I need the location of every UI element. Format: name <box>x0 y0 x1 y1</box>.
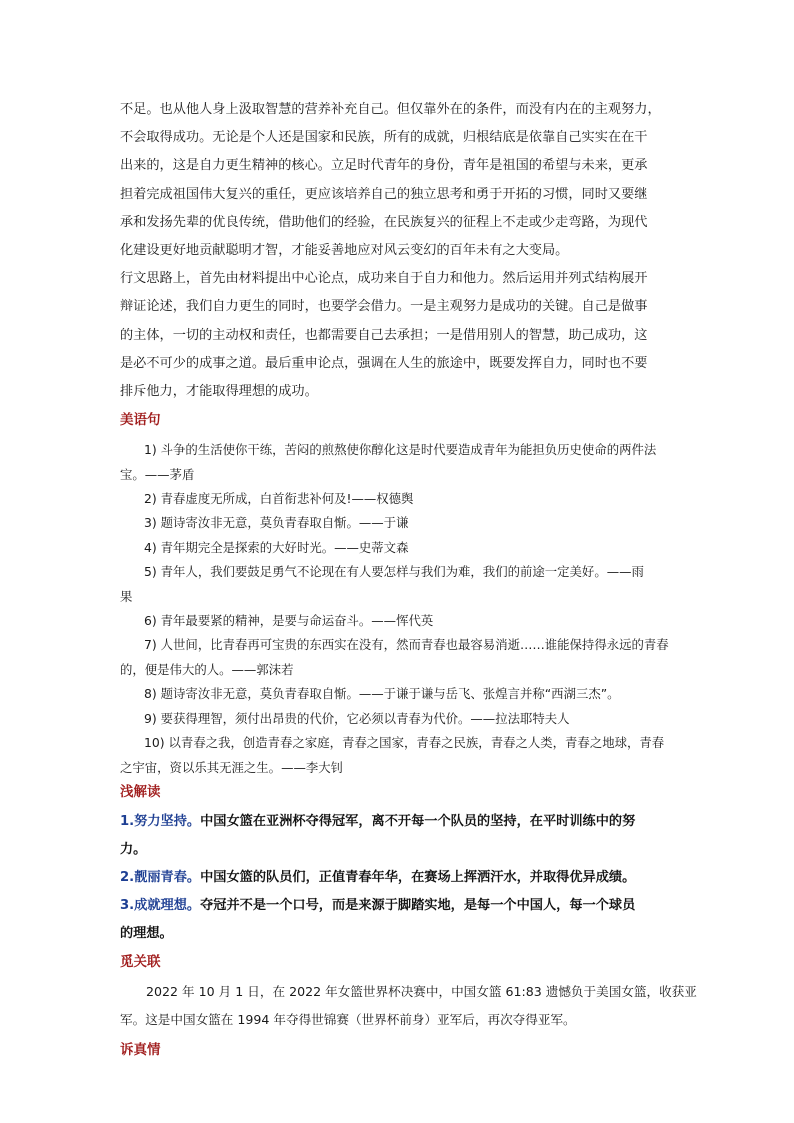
quote-item <box>120 438 690 487</box>
reading-list <box>120 808 690 948</box>
reading-line: 的理想。 <box>120 925 173 941</box>
approach-line: 辩证论述，我们自力更生的同时，也要学会借力。一是主观努力是成功的关键。自己是做事 <box>120 299 648 315</box>
reading-item <box>120 864 690 892</box>
section-title-reading: 浅解读 <box>120 783 161 800</box>
quote-line: 9) 要获得理智，须付出昂贵的代价，它必须以青春为代价。——拉法耶特夫人 <box>144 710 570 726</box>
section-title-news: 觅关联 <box>120 953 161 970</box>
approach-paragraph <box>120 265 690 406</box>
reading-heading: 2.靓丽青春。 <box>120 869 201 885</box>
reading-text: 中国女篮在亚洲杯夺得冠军，离不开每一个队员的坚持，在平时训练中的努 <box>200 813 636 829</box>
reading-item <box>120 808 690 864</box>
approach-line: 是必不可少的成事之道。最后重申论点，强调在人生的旅途中，既要发挥自力，同时也不要 <box>120 355 648 371</box>
quote-item <box>120 707 690 731</box>
section-title-truth: 诉真情 <box>120 1041 161 1058</box>
quote-item <box>120 536 690 560</box>
reading-heading: 3.成就理想。 <box>120 897 201 913</box>
quote-line: 果 <box>120 588 133 604</box>
reading-text: 夺冠并不是一个口号，而是来源于脚踏实地，是每一个中国人，每一个球员 <box>200 897 636 913</box>
quote-item <box>120 633 690 682</box>
news-paragraph <box>120 978 697 1034</box>
approach-line: 排斥他力，才能取得理想的成功。 <box>120 384 318 400</box>
quote-list <box>120 438 690 780</box>
quote-line: 7) 人世间，比青春再可宝贵的东西实在没有，然而青春也最容易消逝……谁能保持得永远的青春 <box>144 637 669 653</box>
quote-item <box>120 609 690 633</box>
quote-line: 10) 以青春之我，创造青春之家庭，青春之国家，青春之民族，青春之人类，青春之地球，青春 <box>144 735 665 751</box>
approach-line: 的主体，一切的主动权和责任，也都需要自己去承担；一是借用别人的智慧，助己成功，这 <box>120 327 648 343</box>
reading-heading: 1.努力坚持。 <box>120 813 201 829</box>
intro-line: 化建设更好地贡献聪明才智，才能妥善地应对风云变幻的百年未有之大变局。 <box>120 243 569 259</box>
quote-item <box>120 560 690 609</box>
quote-line: 之宇宙，资以乐其无涯之生。——李大钊 <box>120 759 344 775</box>
quote-line: 的，便是伟大的人。——郭沫若 <box>120 661 294 677</box>
news-line: 军。这是中国女篮在 1994 年夺得世锦赛（世界杯前身）亚军后，再次夺得亚军。 <box>120 1011 576 1027</box>
quote-line: 4) 青年期完全是探索的大好时光。——史蒂文森 <box>144 539 409 555</box>
quote-item <box>120 511 690 535</box>
quote-item <box>120 682 690 706</box>
approach-line: 行文思路上，首先由材料提出中心论点，成功来自于自力和他力。然后运用并列式结构展开 <box>120 271 648 287</box>
reading-line <box>120 864 690 892</box>
reading-line <box>120 808 690 836</box>
quote-line: 2) 青春虚度无所成，白首衔悲补何及!——权德舆 <box>144 491 414 507</box>
news-line: 2022 年 10 月 1 日，在 2022 年女篮世界杯决赛中，中国女篮 61:83 遗憾负于美国女篮，收获亚 <box>146 983 697 999</box>
quote-item <box>120 487 690 511</box>
quote-line: 6) 青年最要紧的精神，是要与命运奋斗。——恽代英 <box>144 613 434 629</box>
quote-line: 3) 题诗寄汝非无意，莫负青春取自惭。——于谦 <box>144 515 409 531</box>
intro-line: 担着完成祖国伟大复兴的重任，更应该培养自己的独立思考和勇于开拓的习惯，同时又要继 <box>120 186 648 202</box>
reading-text: 中国女篮的队员们，正值青春年华，在赛场上挥洒汗水，并取得优异成绩。 <box>200 869 636 885</box>
intro-line: 不足。也从他人身上汲取智慧的营养补充自己。但仅靠外在的条件，而没有内在的主观努力， <box>120 102 661 117</box>
reading-item <box>120 892 690 948</box>
quote-line: 5) 青年人，我们要鼓足勇气不论现在有人要怎样与我们为难，我们的前途一定美好。——雨 <box>144 564 644 580</box>
quote-item <box>120 731 690 780</box>
document-page <box>120 96 697 1062</box>
intro-line: 不会取得成功。无论是个人还是国家和民族，所有的成就，归根结底是依靠自己实实在在干 <box>120 130 648 146</box>
section-title-quotes: 美语句 <box>120 412 161 429</box>
intro-line: 出来的，这是自力更生精神的核心。立足时代青年的身份，青年是祖国的希望与未来，更承 <box>120 158 648 174</box>
quote-line: 8) 题诗寄汝非无意，莫负青春取自惭。——于谦于谦与岳飞、张煌言并称“西湖三杰”。 <box>144 686 620 702</box>
quote-line: 1) 斗争的生活使你干练，苦闷的煎熬使你醇化这是时代要造成青年为能担负历史使命的两件法 <box>144 442 657 458</box>
reading-line <box>120 892 690 920</box>
reading-line: 力。 <box>120 841 147 857</box>
intro-paragraph <box>120 96 690 265</box>
quote-line: 宝。——茅盾 <box>120 466 195 482</box>
intro-line: 承和发扬先辈的优良传统，借助他们的经验，在民族复兴的征程上不走或少走弯路，为现代 <box>120 214 648 230</box>
